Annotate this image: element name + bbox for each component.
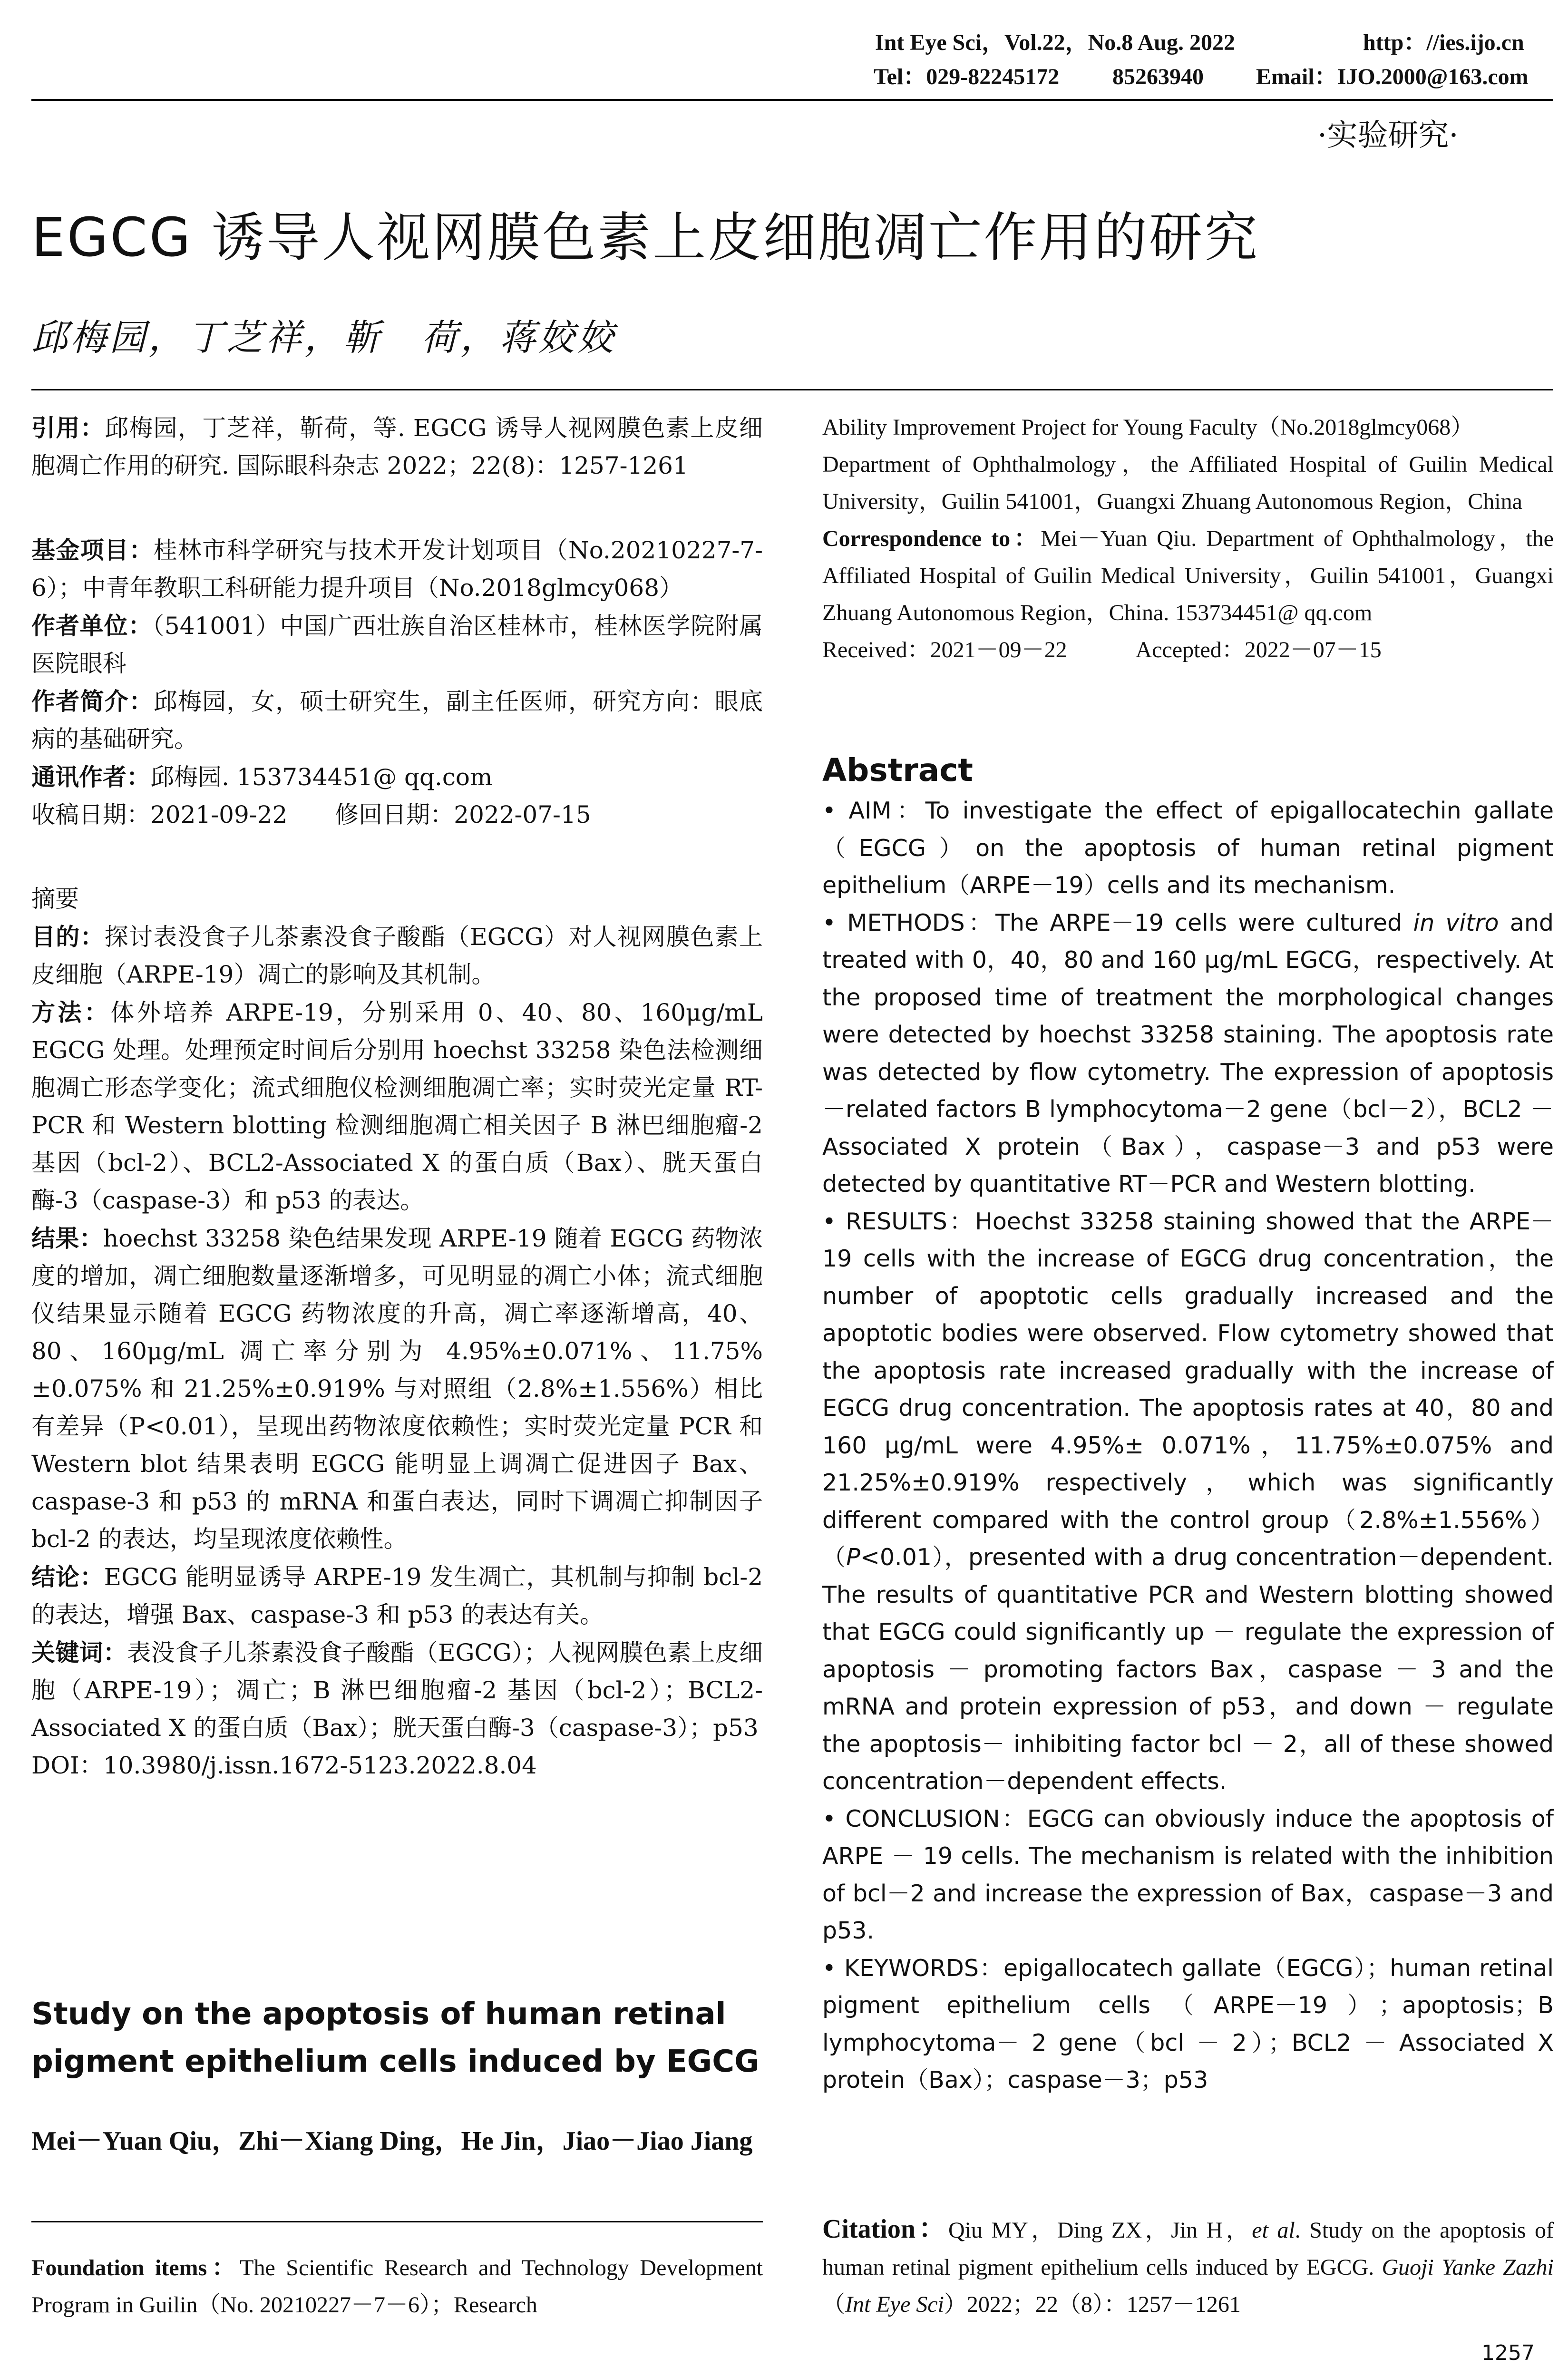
ability-en: Ability Improvement Project for Young Faculty（No.2018glmcy068） <box>822 415 1474 440</box>
keywords-cn <box>31 1634 763 1747</box>
conclusion-en-label: • CONCLUSION： <box>822 1805 1027 1832</box>
abstract-en-heading: Abstract <box>822 752 973 789</box>
results-en <box>822 1203 1554 1801</box>
foundation-rule <box>31 2221 763 2222</box>
citation-en-journal: Guoji Yanke Zazhi <box>1382 2255 1554 2280</box>
abstract-en-body <box>822 792 1554 2099</box>
citation-en-post: ）2022；22（8）：1257－1261 <box>944 2292 1241 2317</box>
journal-line: Int Eye Sci，Vol.22，No.8 Aug. 2022 <box>875 30 1235 55</box>
corr-cn-text: 邱梅园. 153734451@ qq.com <box>150 763 493 791</box>
bio-cn-label: 作者简介： <box>31 687 154 715</box>
aim-en-label: • AIM： <box>822 797 925 824</box>
received-cn: 收稿日期：2021-09-22 修回日期：2022-07-15 <box>31 801 591 828</box>
citation-en-label: Citation： <box>822 2214 948 2244</box>
conclusion-cn <box>31 1558 763 1634</box>
citation-cn <box>31 409 763 485</box>
keywords-en-text: epigallocatech gallate（EGCG）；human retinal pigment epithelium cells（ARPE－19）；apoptosis；B lymphocytoma－ 2 gene（bcl － 2）；BCL2 － Associated X protein（Bax）；caspase－3；p53 <box>822 1954 1554 2094</box>
foundation-en-text: The Scientific Research and Technology Development Program in Guilin（No. 20210227－7－6）；Research <box>31 2255 763 2318</box>
keywords-en-label: • KEYWORDS： <box>822 1954 1004 1982</box>
unit-cn-label: 作者单位： <box>31 612 153 640</box>
aim-cn <box>31 918 763 994</box>
corr-en-text: Mei－Yuan Qiu. Department of Ophthalmology，the Affiliated Hospital of Guilin Medical University，Guilin 541001，Guangxi Zhuang Autonomous Region，China. 153734451@ qq.com <box>822 526 1554 625</box>
results-en-p: P <box>846 1544 860 1571</box>
citation-en-paren: （ <box>822 2292 846 2317</box>
aim-en <box>822 792 1554 905</box>
result-cn <box>31 1219 763 1558</box>
page-number: 1257 <box>1481 2341 1535 2365</box>
journal-url[interactable]: http：//ies.ijo.cn <box>1363 30 1524 55</box>
fund-cn-label: 基金项目： <box>31 536 154 564</box>
page-title: EGCG 诱导人视网膜色素上皮细胞凋亡作用的研究 <box>31 207 1260 269</box>
aim-cn-label: 目的： <box>31 923 105 951</box>
foundation-en-label: Foundation items： <box>31 2255 240 2280</box>
left-column <box>31 409 763 1784</box>
fund-cn <box>31 531 763 607</box>
dept-en: Department of Ophthalmology，the Affiliated Hospital of Guilin Medical University，Guilin 541001，Guangxi Zhuang Autonomous Region，China <box>822 452 1554 514</box>
citation-cn-text: 邱梅园，丁芝祥，靳荷，等. EGCG 诱导人视网膜色素上皮细胞凋亡作用的研究. 国际眼科杂志 2022；22(8)：1257-1261 <box>31 414 763 479</box>
method-cn <box>31 994 763 1219</box>
conclusion-en <box>822 1801 1554 1950</box>
result-cn-text: hoechst 33258 染色结果发现 ARPE-19 随着 EGCG 药物浓度的增加，凋亡细胞数量逐渐增多，可见明显的凋亡小体；流式细胞仪结果显示随着 EGCG 药物浓度的升高，凋亡率逐渐增高，40、80、160μg/mL 凋亡率分别为 4.95%±0.071%、11.75%±0.075% 和 21.25%±0.919% 与对照组（2.8%±1.556%）相比有差异（P<0.01），呈现出药物浓度依赖性；实时荧光定量 PCR 和 Western blot 结果表明 EGCG 能明显上调凋亡促进因子 Bax、caspase-3 和 p53 的 mRNA 和蛋白表达，同时下调凋亡抑制因子 bcl-2 的表达，均呈现浓度依赖性。 <box>31 1225 763 1553</box>
journal-tel2: 85263940 <box>1112 64 1204 89</box>
citation-en-mid: . Study on the apoptosis of human retinal pigment epithelium cells induced by EGCG. <box>822 2218 1554 2280</box>
keywords-cn-label: 关键词： <box>31 1638 127 1666</box>
header-rule <box>31 99 1553 101</box>
abstract-cn-heading: 摘要 <box>31 885 79 913</box>
methods-en-italic: in vitro <box>1413 909 1499 936</box>
citation-en-journal-abbr: Int Eye Sci <box>845 2292 944 2317</box>
journal-tel: Tel：029-82245172 <box>874 64 1060 89</box>
foundation-en <box>31 2250 763 2324</box>
received-en: Received：2021－09－22 Accepted：2022－07－15 <box>822 637 1382 662</box>
authors-rule <box>31 389 1553 390</box>
journal-email[interactable]: Email：IJO.2000@163.com <box>1256 64 1529 89</box>
method-cn-label: 方法： <box>31 998 111 1026</box>
results-en-post: <0.01），presented with a drug concentration－dependent. The results of quantitative PCR and Western blotting showed that EGCG could significantly up － regulate the expression of apoptosis － promoting factors Bax，caspase － 3 and the mRNA and protein expression of p53，and down － regulate the apoptosis－ inhibiting factor bcl － 2，all of these showed concentration－dependent effects. <box>822 1544 1554 1795</box>
right-column <box>822 409 1554 669</box>
method-cn-text: 体外培养 ARPE-19，分别采用 0、40、80、160μg/mL EGCG 处理。处理预定时间后分别用 hoechst 33258 染色法检测细胞凋亡形态学变化；流式细胞仪检测细胞凋亡率；实时荧光定量 RT-PCR 和 Western blotting 检测细胞凋亡相关因子 B 淋巴细胞瘤-2 基因（bcl-2）、BCL2-Associated X 的蛋白质（Bax）、胱天蛋白酶-3（caspase-3）和 p53 的表达。 <box>31 999 763 1214</box>
english-authors: Mei－Yuan Qiu，Zhi－Xiang Ding，He Jin，Jiao－Jiao Jiang <box>31 2126 753 2156</box>
fund-cn-text: 桂林市科学研究与技术开发计划项目（No.20210227-7-6）；中青年教职工科研能力提升项目（No.2018glmcy068） <box>31 536 763 602</box>
results-en-pre: Hoechst 33258 staining showed that the ARPE－19 cells with the increase of EGCG drug concentration，the number of apoptotic cells gradually increased and the apoptotic bodies were observed. Flow cytometry showed that the apoptosis rate increased gradually with the increase of EGCG drug concentration. The apoptosis rates at 40，80 and 160 μg/mL were 4.95%± 0.071%，11.75%±0.075% and 21.25%±0.919% respectively，which was significantly different compared with the control group（2.8%±1.556%）（ <box>822 1208 1554 1571</box>
result-cn-label: 结果： <box>31 1224 103 1252</box>
methods-en <box>822 905 1554 1203</box>
unit-cn-text: （541001）中国广西壮族自治区桂林市，桂林医学院附属医院眼科 <box>31 612 763 677</box>
citation-en-pre: Qiu MY，Ding ZX，Jin H， <box>948 2218 1252 2243</box>
corr-cn <box>31 758 763 796</box>
section-label: ·实验研究· <box>1317 118 1459 153</box>
corr-en <box>822 520 1554 632</box>
unit-cn <box>31 607 763 682</box>
methods-en-pre: The ARPE－19 cells were cultured <box>995 909 1413 936</box>
citation-cn-label: 引用： <box>31 414 105 442</box>
english-title: Study on the apoptosis of human retinal pigment epithelium cells induced by EGCG <box>31 1997 760 2079</box>
authors-cn: 邱梅园，丁芝祥，靳 荷，蒋姣姣 <box>31 316 616 359</box>
bio-cn-text: 邱梅园，女，硕士研究生，副主任医师，研究方向：眼底病的基础研究。 <box>31 688 763 753</box>
citation-en-etal: et al <box>1252 2218 1295 2243</box>
keywords-en <box>822 1950 1554 2099</box>
doi[interactable]: DOI：10.3980/j.issn.1672-5123.2022.8.04 <box>31 1752 537 1779</box>
conclusion-cn-text: EGCG 能明显诱导 ARPE-19 发生凋亡，其机制与抑制 bcl-2 的表达，增强 Bax、caspase-3 和 p53 的表达有关。 <box>31 1563 763 1628</box>
corr-cn-label: 通讯作者： <box>31 763 150 791</box>
conclusion-cn-label: 结论： <box>31 1563 104 1591</box>
corr-en-label: Correspondence to： <box>822 526 1041 551</box>
methods-en-label: • METHODS： <box>822 909 996 936</box>
citation-en <box>822 2211 1554 2323</box>
aim-en-text: To investigate the effect of epigallocatechin gallate（EGCG）on the apoptosis of human retinal pigment epithelium（ARPE－19）cells and its mechanism. <box>822 797 1554 899</box>
keywords-cn-text: 表没食子儿茶素没食子酸酯（EGCG）；人视网膜色素上皮细胞（ARPE-19）；凋亡；B 淋巴细胞瘤-2 基因（bcl-2）；BCL2-Associated X 的蛋白质（Bax）；胱天蛋白酶-3（caspase-3）；p53 <box>31 1639 763 1742</box>
bio-cn <box>31 682 763 758</box>
aim-cn-text: 探讨表没食子儿茶素没食子酸酯（EGCG）对人视网膜色素上皮细胞（ARPE-19）凋亡的影响及其机制。 <box>31 923 763 988</box>
methods-en-post: and treated with 0，40，80 and 160 μg/mL EGCG，respectively. At the proposed time of treatment the morphological changes were detected by hoechst 33258 staining. The apoptosis rate was detected by flow cytometry. The expression of apoptosis－related factors B lymphocytoma－2 gene（bcl－2），BCL2 － Associated X protein（Bax），caspase－3 and p53 were detected by quantitative RT－PCR and Western blotting. <box>822 909 1554 1198</box>
results-en-label: • RESULTS： <box>822 1208 975 1235</box>
conclusion-en-text: EGCG can obviously induce the apoptosis of ARPE － 19 cells. The mechanism is related with the inhibition of bcl－2 and increase the expression of Bax，caspase－3 and p53. <box>822 1805 1554 1944</box>
